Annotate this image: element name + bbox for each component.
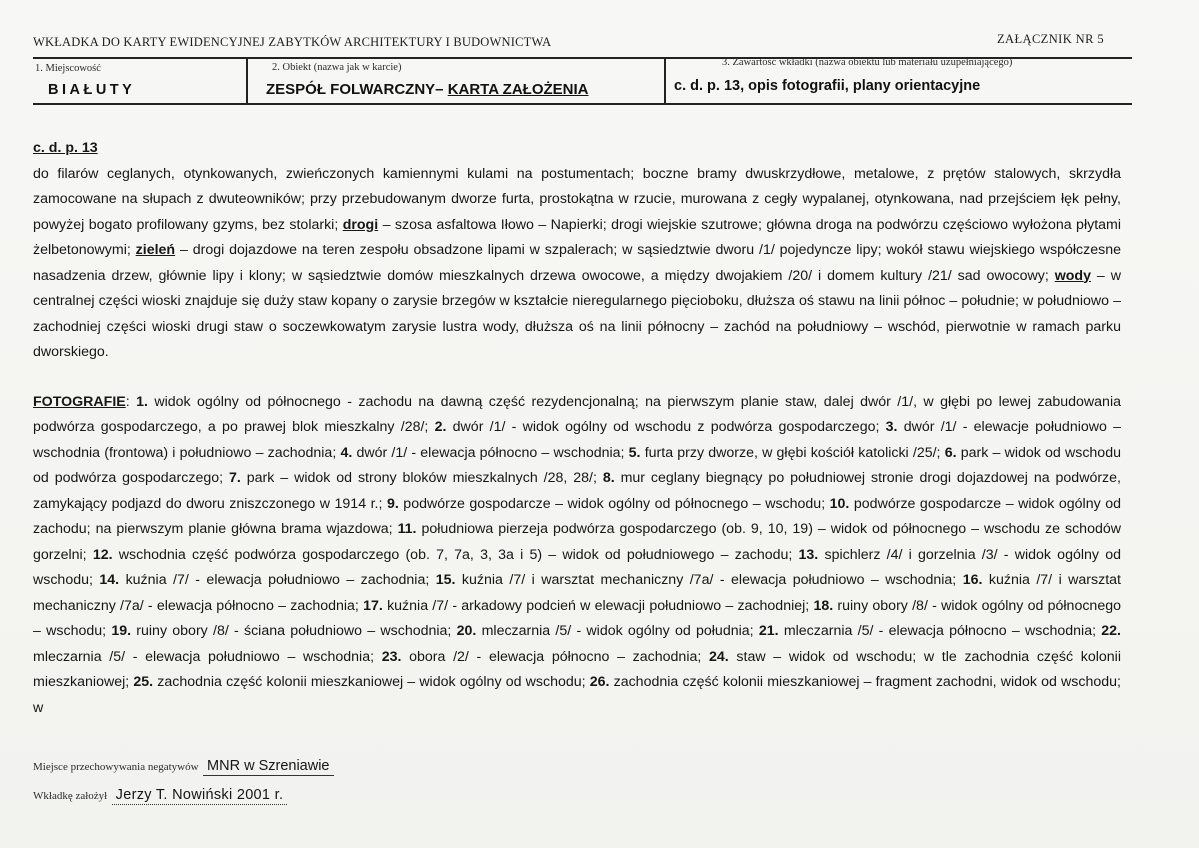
photos-paragraph: FOTOGRAFIE: 1. widok ogólny od północnego - zachodu na dawną część rezydencjonalną; na pierwszym planie staw, dalej dwór /1/, w głębi po lewej zabudowania podwórza gospodarczego, a po prawej blok mieszkalny /28/; 2. dwór /1/ - widok ogólny od wschodu z podwórza gospodarczego; 3. dwór /1/ - elewacje południowo – wschodnia (frontowa) i południowo – zachodnia; 4. dwór /1/ - elewacja północno – wschodnia; 5. furta przy dworze, w głębi kościół katolicki /25/; 6. park – widok od wschodu od podwórza gospodarczego; 7. park – widok od strony bloków mieszkalnych /28, 28/; 8. mur ceglany biegnący po południowej stronie drogi dojazdowej na podwórze, zamykający podjazd do dworu zniszczonego w 1914 r.; 9. podwórze gospodarcze – widok ogólny od północnego – wschodu; 10. podwórze gospodarcze – widok ogólny od zachodu; na pierwszym planie główna brama wjazdowa; 11. południowa pierzeja podwórza gospodarczego (ob. 9, 10, 19) – widok od północnego – wschodu ze schodów gorzelni; 12. wschodnia część podwórza gospodarczego (ob. 7, 7a, 3, 3a i 5) – widok od południowego – zachodu; 13. spichlerz /4/ i gorzelnia /3/ - widok ogólny od wschodu; 14. kuźnia /7/ - elewacja południowo – zachodnia; 15. kuźnia /7/ i warsztat mechaniczny /7a/ - elewacja południowo – wschodnia; 16. kuźnia /7/ i warsztat mechaniczny /7a/ - elewacja północno – zachodnia; 17. kuźnia /7/ - arkadowy podcień w elewacji południowo – zachodniej; 18. ruiny obory /8/ - widok ogólny od północnego – wschodu; 19. ruiny obory /8/ - ściana południowo – wschodnia; 20. mleczarnia /5/ - widok ogólny od południa; 21. mleczarnia /5/ - elewacja północno – wschodnia; 22. mleczarnia /5/ - elewacja południowo – wschodnia; 23. obora /2/ - elewacja północno – zachodnia; 24. staw – widok od wschodu; w tle zachodnia część kolonii mieszkaniowej; 25. zachodnia część kolonii mieszkaniowej – widok ogólny od wschodu; 26. zachodnia część kolonii mieszkaniowej – fragment zachodni, widok od wschodu; w xyxy=(33,393,1122,716)
photo-number: 16. xyxy=(962,572,983,588)
photo-number: 2. xyxy=(434,419,447,435)
field-value-obiekt xyxy=(266,81,589,98)
header-rule-bottom xyxy=(33,103,1132,105)
description-paragraph xyxy=(33,162,1121,366)
photo-number: 5. xyxy=(628,444,641,461)
photo-description: zachodnia część kolonii mieszkaniowej – fragment zachodni, widok od wschodu; w xyxy=(33,674,1121,716)
photo-number: 8. xyxy=(602,470,615,486)
description-text-3: – drogi dojazdowe na teren zespołu obsadzone lipami w szpalerach; w sąsiedztwie dworu /1/ pojedyncze lipy; wokół stawu wiejskiego współczesne nasadzenia drzew, głównie lipy i klony; w sąsiedztwie domów mieszkalnych drzewa owocowe, a między dwojakiem /20/ i domem kultury /21/ sad owocowy; xyxy=(33,242,1121,284)
photo-number: 10. xyxy=(829,495,850,512)
photo-number: 1. xyxy=(136,393,148,410)
photo-description: park – widok od strony bloków mieszkalnych /28, 28/; xyxy=(240,470,603,486)
photo-description: kuźnia /7/ - elewacja południowo – zachodnia; xyxy=(119,572,436,588)
continuation-heading: c. d. p. 13 xyxy=(33,140,98,156)
obiekt-value-prefix: ZESPÓŁ FOLWARCZNY– xyxy=(266,81,448,98)
photos-heading: FOTOGRAFIE xyxy=(33,393,126,410)
photo-number: 6. xyxy=(944,444,957,461)
photo-number: 13. xyxy=(798,546,819,563)
insert-author xyxy=(33,786,287,804)
photo-number: 25. xyxy=(133,674,154,690)
photo-number: 9. xyxy=(386,495,399,512)
field-label-miejscowosc: 1. Miejscowość xyxy=(35,63,101,74)
photo-description: wschodnia część podwórza gospodarczego (ob. 7, 7a, 3, 3a i 5) – widok od południowego – zachodu; xyxy=(112,546,799,563)
description-text-2: – szosa asfaltowa Iłowo – Napierki; drogi wiejskie szutrowe; główna droga na podwórzu częściowo wyłożona płytami żelbetonowymi; xyxy=(33,216,1121,258)
field-label-zawartosc: 3. Zawartość wkładki (nazwa obiektu lub materiału uzupełniającego) xyxy=(722,57,1013,68)
photo-description: zachodnia część kolonii mieszkaniowej – widok ogólny od wschodu; xyxy=(153,674,590,690)
photo-number: 23. xyxy=(381,648,402,665)
field-label-obiekt: 2. Obiekt (nazwa jak w karcie) xyxy=(272,62,402,73)
photo-description: mleczarnia /5/ - elewacja północno – wschodnia; xyxy=(778,623,1102,639)
obiekt-value-underlined: KARTA ZAŁOŻENIA xyxy=(447,81,589,98)
photo-description: widok ogólny od północnego - zachodu na dawną część rezydencjonalną; na pierwszym planie staw, dalej dwór /1/, w głębi po lewej zabudowania podwórza gospodarczego, a po prawej blok mieszkalny /28/; xyxy=(33,393,1121,435)
photo-description: mleczarnia /5/ - widok ogólny od południa; xyxy=(476,623,759,639)
photo-number: 15. xyxy=(435,572,456,588)
photo-number: 14. xyxy=(99,572,120,588)
photo-description: kuźnia /7/ i warsztat mechaniczny /7a/ - elewacja północno – zachodnia; xyxy=(33,572,1121,614)
photo-number: 21. xyxy=(758,623,779,639)
photo-description: mleczarnia /5/ - elewacja południowo – wschodnia; xyxy=(33,648,382,665)
photo-description: podwórze gospodarcze – widok ogólny od północnego – wschodu; xyxy=(398,495,830,512)
photo-number: 24. xyxy=(709,648,729,665)
photo-number: 26. xyxy=(589,674,610,690)
photo-number: 19. xyxy=(111,623,132,639)
annex-number: ZAŁĄCZNIK NR 5 xyxy=(997,32,1104,46)
photo-description: mur ceglany biegnący po południowej stronie drogi dojazdowej na podwórze, zamykający podjazd do dworu zniszczonego w 1914 r.; xyxy=(33,470,1121,512)
photo-number: 20. xyxy=(456,623,477,639)
photo-number: 18. xyxy=(813,597,834,614)
photo-description: staw – widok od wschodu; w tle zachodnia część kolonii mieszkaniowej; xyxy=(33,648,1121,690)
negatives-storage xyxy=(33,757,334,775)
field-value-zawartosc: c. d. p. 13, opis fotografii, plany orientacyjne xyxy=(674,78,981,94)
photo-description: furta przy dworze, w głębi kościół katolicki /25/; xyxy=(640,444,945,461)
photo-number: 7. xyxy=(229,470,241,486)
author-value: Jerzy T. Nowiński 2001 r. xyxy=(112,787,288,805)
header-divider-2 xyxy=(664,57,666,105)
photo-description: ruiny obory /8/ - ściana południowo – wschodnia; xyxy=(131,623,457,639)
description-text-4: – w centralnej części wioski znajduje się duży staw kopany o zarysie brzegów w kształcie nieregularnego pięcioboku, dłuższa oś stawu na linii północ – południe; w południowo – zachodniej części wioski drugi staw o soczewkowatym zarysie lustra wody, dłuższa oś na linii północny – zachód na południowy – wschód, pierwotnie w ramach parku dworskiego. xyxy=(33,267,1121,360)
photo-number: 3. xyxy=(885,419,898,435)
field-value-miejscowosc: BIAŁUTY xyxy=(48,82,136,98)
photo-description: dwór /1/ - widok ogólny od wschodu z podwórza gospodarczego; xyxy=(446,419,886,435)
photo-description: dwór /1/ - elewacja północno – wschodnia; xyxy=(352,444,629,461)
description-text-1: do filarów ceglanych, otynkowanych, zwieńczonych kamiennymi kulami na postumentach; boczne bramy dwuskrzydłowe, metalowe, z prętów stalowych, skrzydła zamocowane na słupach z dwuteowników; przy przebudowanym dworze furta, prostokątna w rzucie, murowana z cegły wypalanej, otynkowana, nad przejściem łęk pełny, powyżej bogato profilowany gzyms, bez stolarki; xyxy=(33,165,1121,233)
keyword-zielen: zieleń xyxy=(135,242,176,258)
author-label: Wkładkę założył xyxy=(33,790,108,802)
photo-description: park – widok od wschodu od podwórza gospodarczego; xyxy=(33,444,1121,486)
photo-description: kuźnia /7/ i warsztat mechaniczny /7a/ - elewacja południowo – wschodnia; xyxy=(455,572,963,588)
negatives-value: MNR w Szreniawie xyxy=(203,758,333,776)
photo-number: 11. xyxy=(397,521,417,537)
photo-number: 22. xyxy=(1101,623,1121,639)
photo-description: dwór /1/ - elewacje południowo – wschodnia (frontowa) i południowo – zachodnia; xyxy=(33,419,1122,461)
photo-description: podwórze gospodarcze – widok ogólny od zachodu; na pierwszym planie główna brama wjazdowa; xyxy=(33,495,1121,537)
keyword-drogi: drogi xyxy=(342,216,379,233)
photo-number: 17. xyxy=(363,597,383,614)
photo-description: kuźnia /7/ - arkadowy podcień w elewacji południowo – zachodniej; xyxy=(382,597,814,614)
photo-number: 4. xyxy=(340,444,353,461)
keyword-wody: wody xyxy=(1054,267,1091,284)
form-title: WKŁADKA DO KARTY EWIDENCYJNEJ ZABYTKÓW ARCHITEKTURY I BUDOWNICTWA xyxy=(33,35,552,49)
document-body xyxy=(33,136,1121,721)
negatives-label: Miejsce przechowywania negatywów xyxy=(33,761,199,773)
photo-description: spichlerz /4/ i gorzelnia /3/ - widok ogólny od wschodu; xyxy=(33,546,1121,588)
photo-description: południowa pierzeja podwórza gospodarczego (ob. 9, 10, 19) – widok od północnego – wschodu ze schodów gorzelni; xyxy=(33,521,1121,563)
photo-number: 12. xyxy=(92,546,113,563)
photo-description: obora /2/ - elewacja północno – zachodnia; xyxy=(401,648,709,665)
header-divider-1 xyxy=(246,57,248,105)
photo-description: ruiny obory /8/ - widok ogólny od północnego – wschodu; xyxy=(33,597,1121,639)
